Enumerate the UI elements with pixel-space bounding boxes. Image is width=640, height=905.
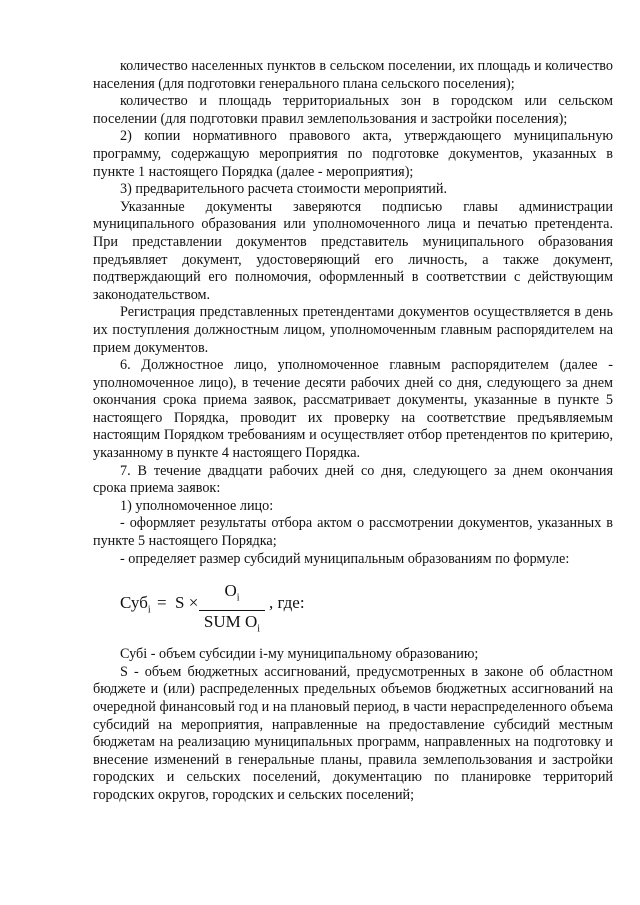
paragraph-territorial-zones: количество и площадь территориальных зон в городском или сельском поселении (для подготовки правил землепользования и застройки поселения);	[93, 93, 613, 127]
document-page	[93, 58, 613, 805]
paragraph-registration: Регистрация представленных претендентами документов осуществляется в день их поступления должностным лицом, уполномоченным главным распорядителем на прием документов.	[93, 304, 613, 356]
formula-s: S ×	[175, 593, 199, 613]
paragraph-act: - оформляет результаты отбора актом о рассмотрении документов, указанных в пункте 5 настоящего Порядка;	[93, 515, 613, 550]
fraction-bar	[199, 610, 265, 611]
paragraph-rural-settlements: количество населенных пунктов в сельском поселении, их площадь и количество населения (для подготовки генерального плана сельского поселения);	[93, 58, 613, 92]
paragraph-item-6: 6. Должностное лицо, уполномоченное главным распорядителем (далее - уполномоченное лицо), в течение десяти рабочих дней со дня, следующего за днем окончания срока приема заявок, рассматривает документы, указанные в пункте 5 настоящего Порядка, проводит их проверку на соответствие предъявляемым настоящим Порядком требованиям и осуществляет отбор претендентов по критерию, указанному в пункте 4 настоящего Порядка.	[93, 357, 613, 462]
formula-numerator: $O_i$	[224, 581, 240, 604]
paragraph-certification: Указанные документы заверяются подписью главы администрации муниципального образования или уполномоченного лица и печатью претендента. При представлении документов представитель муниципального образования предъявляет документ, удостоверяющий его личность, а также документ, подтверждающий его полномочия, оформленный в соответствии с действующим законодательством.	[93, 198, 613, 303]
paragraph-def-s: S - объем бюджетных ассигнований, предусмотренных в законе об областном бюджете и (или) распределенных предельных объемов бюджетных ассигнований на очередной финансовый год и на плановый период, в части нераспределенного объема субсидий на мероприятия, направленные на предоставление субсидий местным бюджетам на реализацию муниципальных программ, направленных на подготовку и внесение изменений в генеральные планы, правила землепользования и застройки городских и сельских поселений, документацию по планировке территорий городских округов, городских и сельских поселений;	[93, 663, 613, 803]
paragraph-item-7: 7. В течение двадцати рабочих дней со дня, следующего за днем окончания срока приема заявок:	[93, 462, 613, 497]
paragraph-item-3: 3) предварительного расчета стоимости мероприятий.	[120, 181, 448, 198]
formula-fraction	[199, 581, 265, 639]
paragraph-subitem-1: 1) уполномоченное лицо:	[120, 497, 274, 514]
formula-denominator: SUM $O_i$	[203, 611, 261, 634]
paragraph-def-sub: Субi - объем субсидии i-му муниципальному образованию;	[120, 646, 479, 663]
formula-lhs: Суб$_i$	[120, 593, 151, 616]
subsidy-formula	[93, 568, 613, 646]
formula-where: , где:	[269, 593, 305, 613]
paragraph-item-2: 2) копии нормативного правового акта, утверждающего муниципальную программу, содержащую мероприятия по подготовке документов, указанных в пункте 1 настоящего Порядка (далее - мероприятия);	[93, 128, 613, 180]
formula-equals: =	[157, 593, 167, 613]
paragraph-formula-intro: - определяет размер субсидий муниципальным образованиям по формуле:	[120, 550, 570, 567]
